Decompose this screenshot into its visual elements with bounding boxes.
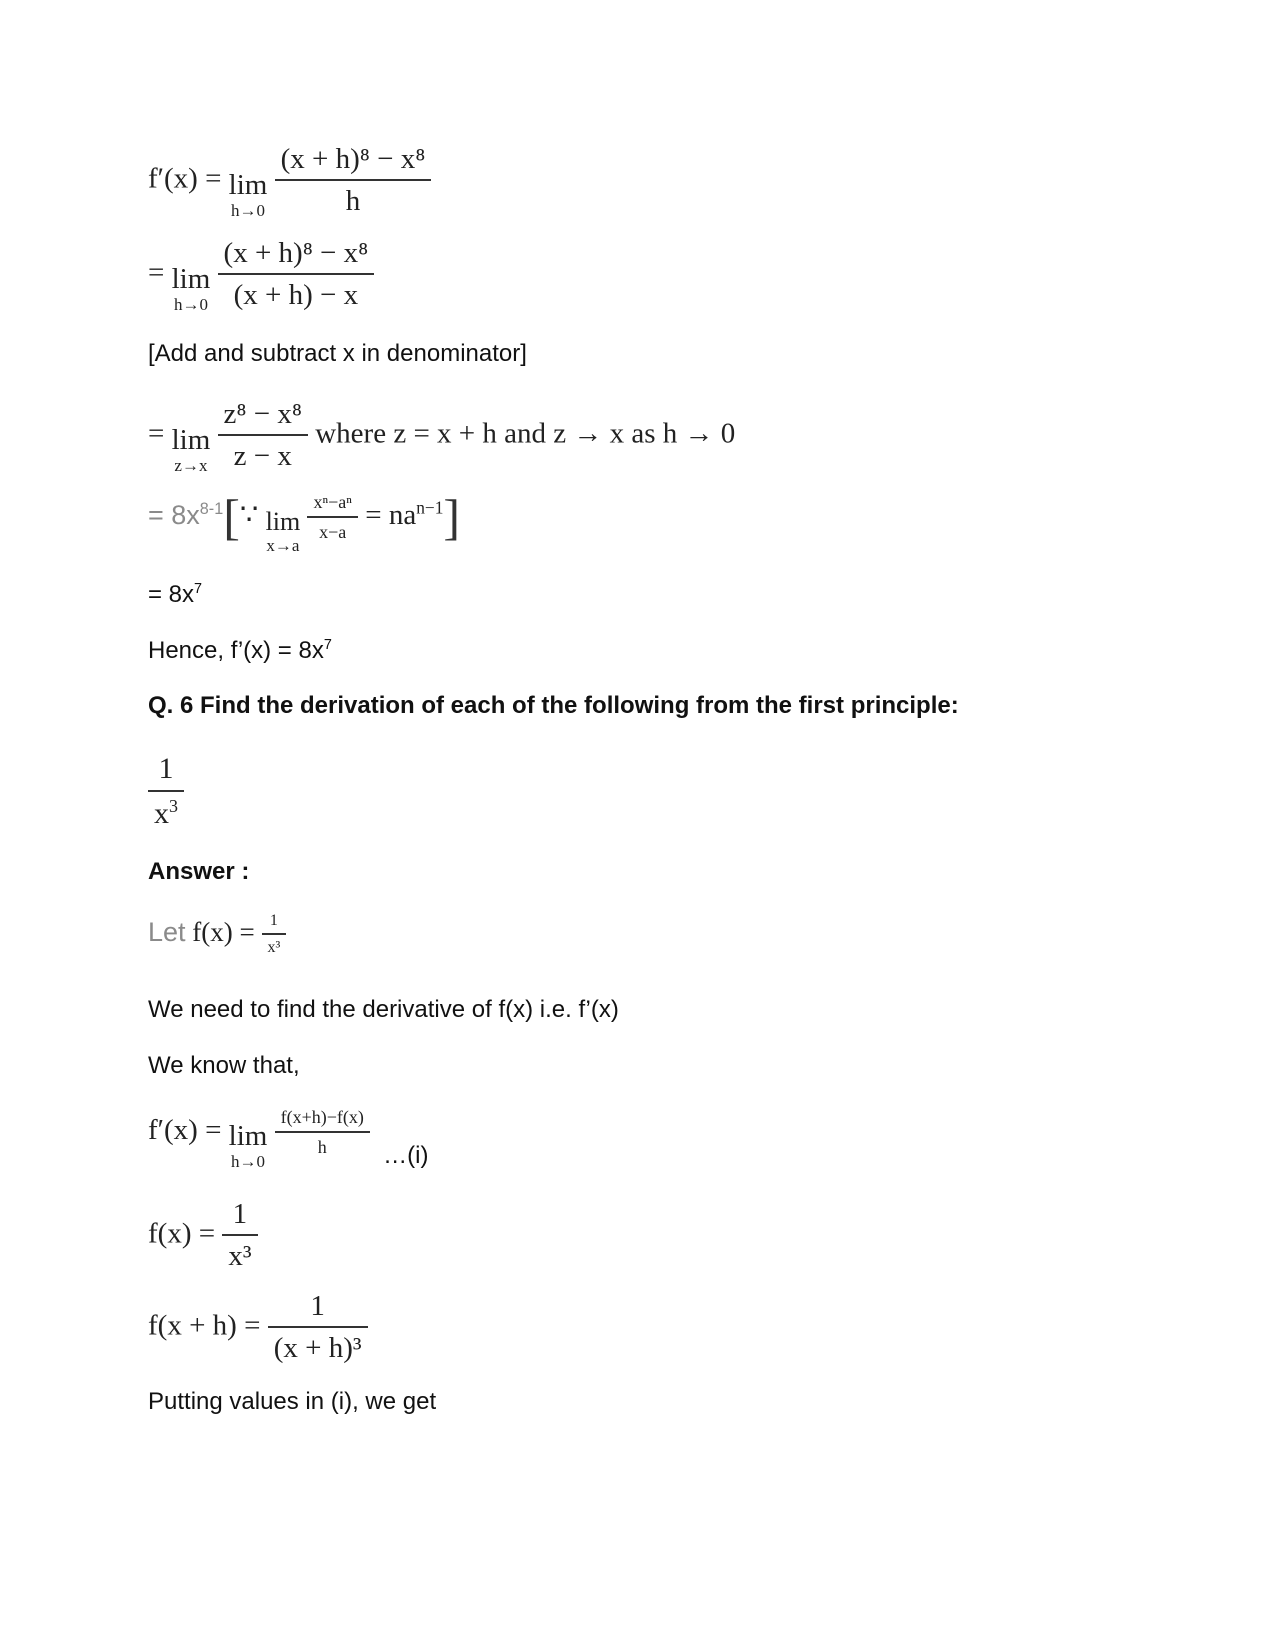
fraction-one-over-x3-eq: $\frac{1}{\text{x³}}$	[222, 1198, 257, 1274]
let-statement	[148, 912, 286, 958]
fprime-label: f′(x) =	[148, 162, 222, 195]
fraction-one-over-xh3: $\frac{1}{\text{(x + h)³}}$	[268, 1290, 368, 1366]
answer-label: Answer :	[148, 858, 250, 885]
limit-x-to-a: lim x→a	[265, 506, 301, 555]
putting-text: Putting values in (i), we get	[148, 1388, 437, 1415]
limit-h-to-0: lim h→0	[228, 168, 268, 220]
equation-first-principle: f′(x) = lim h→0 $\frac{f(x+h)-f(x)}{h}$ $_{\dots(i)}$	[148, 1107, 429, 1172]
limit-h-to-0: lim h→0	[171, 262, 211, 314]
bracket-open: [	[223, 489, 240, 546]
eq-8x: = $8x^{8-1}$	[148, 499, 224, 530]
fraction-xh8-over-xh-x: $\frac{\text{(x + h)⁸ − x⁸}}{(x + h) - x}$	[218, 237, 375, 313]
fraction-one-over-x3: $\frac{1}{x^3}$	[148, 752, 184, 831]
hence-statement: Hence, f’(x) = $8x^7$	[148, 637, 332, 664]
result-8x7: = $8x^7$	[148, 581, 203, 608]
fraction-one-over-x3-small: $\frac{1}{\text{x³}}$	[262, 912, 287, 958]
note-add-subtract: [Add and subtract x in denominator]	[148, 340, 527, 367]
because-symbol: ∵	[239, 498, 259, 531]
limit-z-to-x: lim z→x	[171, 423, 211, 475]
equation-standard-limit	[148, 489, 461, 555]
fraction-xh8: $\frac{\text{(x + h)⁸ − x⁸}}{h}$	[275, 143, 432, 219]
bracket-close: ]	[443, 489, 461, 546]
equation-limit-rewrite: = lim h→0 $\frac{\text{(x + h)⁸ − x⁸}}{(x + h) - x}$	[148, 237, 374, 313]
equation-derivative-definition	[148, 143, 431, 219]
fraction-z8: $\frac{\text{z⁸ − x⁸}}{z - x}$	[218, 398, 308, 474]
know-text: We know that,	[148, 1052, 300, 1079]
equation-substitution: = lim z→x $\frac{\text{z⁸ − x⁸}}{z - x}$ where z = x + h and z → x as h → 0	[148, 398, 736, 475]
fraction-fxh-minus-fx: $\frac{f(x+h)-f(x)}{h}$	[275, 1107, 370, 1157]
limit-h-to-0: lim h→0	[228, 1120, 268, 1172]
f-x-def: f(x) =	[192, 917, 255, 948]
equation-label-i: …(i)	[383, 1141, 429, 1169]
na-term: = $na^{n-1}$	[365, 497, 444, 531]
need-text: We need to find the derivative of f(x) i.e. f’(x)	[148, 996, 619, 1023]
question-title: Q. 6 Find the derivation of each of the following from the first principle:	[148, 692, 959, 719]
fraction-xn-an: $\frac{\text{xⁿ−aⁿ}}{x-a}$	[307, 492, 357, 542]
equation-f-x: f(x) = $\frac{1}{\text{x³}}$	[148, 1198, 258, 1274]
equation-f-xh: f(x + h) = $\frac{1}{\text{(x + h)³}}$	[148, 1290, 368, 1366]
question-expression	[148, 752, 184, 831]
where-clause: where z = x + h and z → x as h → 0	[315, 417, 736, 450]
let-word: Let	[148, 917, 186, 948]
